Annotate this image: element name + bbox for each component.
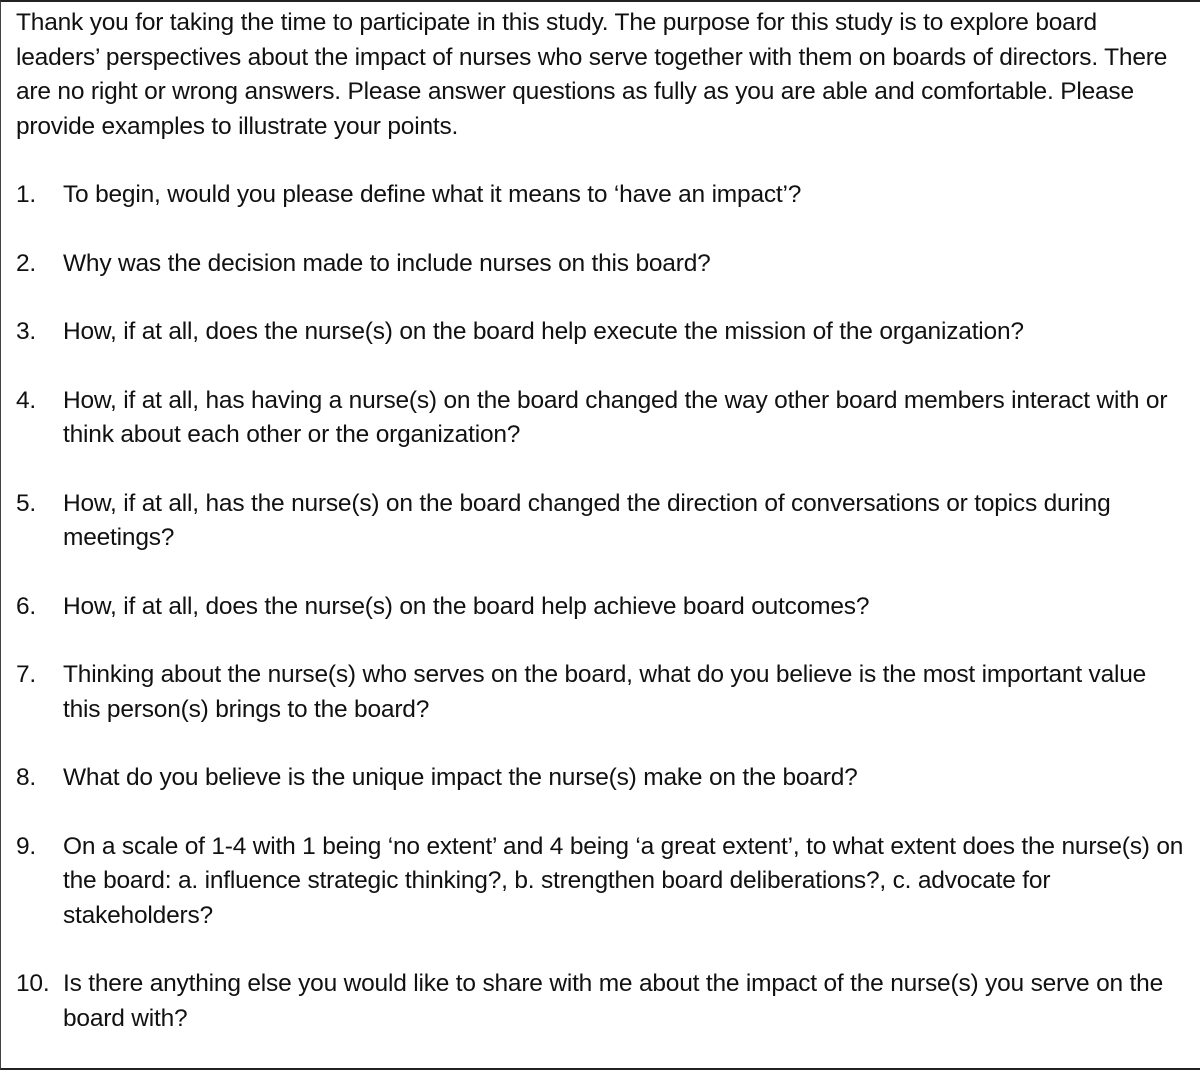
question-number: 7.	[16, 661, 37, 688]
question-text: To begin, would you please define what it means to ‘have an impact’?	[63, 181, 802, 208]
question-item-5	[16, 487, 1186, 556]
question-item-3	[16, 315, 1186, 350]
intro-paragraph: Thank you for taking the time to participate in this study. The purpose for this study is to explore board leaders’ perspectives about the impact of nurses who serve together with them on boards of directors. There are no right or wrong answers. Please answer questions as fully as you are able and comfortable. Please provide examples to illustrate your points.	[16, 9, 1168, 140]
question-item-8	[16, 761, 1186, 796]
question-number: 8.	[16, 764, 37, 791]
question-item-9	[16, 830, 1186, 934]
question-item-6	[16, 590, 1186, 625]
question-text: How, if at all, does the nurse(s) on the board help achieve board outcomes?	[63, 592, 870, 620]
question-text: How, if at all, has having a nurse(s) on the board changed the way other board members interact with or think about each other or the organization?	[63, 386, 1168, 448]
question-number: 2.	[16, 249, 37, 277]
question-text: What do you believe is the unique impact the nurse(s) make on the board?	[63, 764, 858, 791]
question-number: 1.	[16, 181, 37, 208]
question-item-7	[16, 658, 1186, 727]
question-list	[16, 178, 1186, 1036]
question-number: 9.	[16, 832, 37, 860]
question-number: 4.	[16, 386, 37, 414]
question-text: Why was the decision made to include nurses on this board?	[63, 249, 711, 277]
question-number: 10.	[16, 970, 50, 997]
question-number: 6.	[16, 592, 37, 620]
question-item-2	[16, 247, 1186, 282]
question-item-1	[16, 178, 1186, 213]
question-number: 3.	[16, 318, 37, 345]
question-text: How, if at all, has the nurse(s) on the board changed the direction of conversations or topics during meetings?	[63, 489, 1111, 551]
question-number: 5.	[16, 489, 37, 517]
question-text: On a scale of 1-4 with 1 being ‘no extent’ and 4 being ‘a great extent’, to what extent does the nurse(s) on the board: a. influence strategic thinking?, b. strengthen board deliberations?, c. advocate for stakeholders?	[63, 832, 1184, 929]
question-text: Thinking about the nurse(s) who serves on the board, what do you believe is the most important value this person(s) brings to the board?	[63, 661, 1147, 723]
interview-guide-content	[16, 6, 1186, 1036]
question-item-10	[16, 967, 1186, 1036]
question-text: How, if at all, does the nurse(s) on the board help execute the mission of the organization?	[63, 318, 1024, 345]
question-text: Is there anything else you would like to share with me about the impact of the nurse(s) you serve on the board with?	[63, 970, 1164, 1032]
question-item-4	[16, 384, 1186, 453]
